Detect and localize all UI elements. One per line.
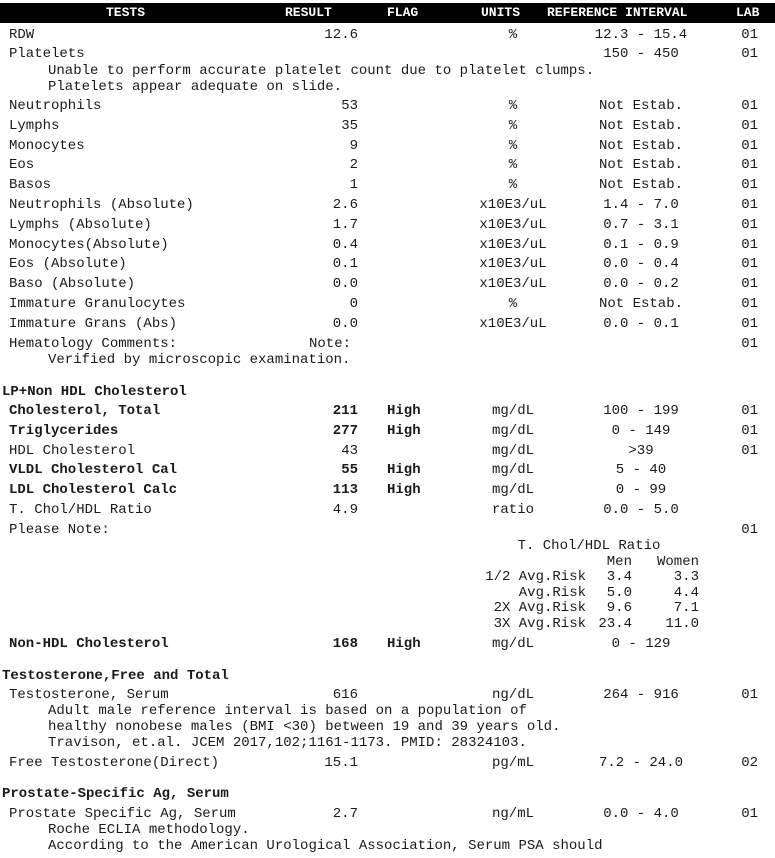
test-lab: 02: [741, 755, 758, 771]
test-name: LDL Cholesterol Calc: [9, 482, 178, 498]
ratio-women: 7.1: [673, 600, 699, 617]
test-units: %: [508, 98, 518, 114]
heme-comments-lab: 01: [741, 336, 758, 352]
test-units: ng/mL: [491, 806, 534, 822]
section-title: Prostate-Specific Ag, Serum: [2, 786, 229, 802]
test-name: Cholesterol, Total: [9, 403, 161, 419]
testo-note: healthy nonobese males (BMI <30) between 19 and 39 years old.: [48, 719, 561, 735]
header-result: RESULT: [285, 5, 332, 20]
test-units: x10E3/uL: [479, 256, 547, 273]
test-lab: 01: [741, 423, 758, 439]
test-reference: 0.0 - 4.0: [603, 806, 679, 822]
test-result: 1: [349, 177, 358, 194]
test-flag: High: [387, 403, 421, 419]
test-result: 53: [341, 98, 358, 114]
test-result: 9: [349, 137, 358, 154]
ratio-label: 3X Avg.Risk: [493, 615, 586, 632]
psa-note: According to the American Urological Association, Serum PSA should: [48, 838, 603, 854]
test-name: Free Testosterone(Direct): [9, 755, 220, 771]
test-name: Lymphs: [9, 117, 60, 134]
test-result: 0: [349, 296, 358, 312]
table-header: [0, 3, 775, 23]
test-reference: 0.0 - 5.0: [603, 502, 679, 518]
test-name: Monocytes: [9, 137, 85, 154]
testo-note: Travison, et.al. JCEM 2017,102;1161-1173. PMID: 28324103.: [48, 735, 527, 751]
test-result: 616: [332, 687, 358, 703]
ratio-women: 4.4: [673, 584, 699, 601]
test-lab: 01: [741, 443, 758, 459]
test-result: 2: [349, 157, 358, 174]
test-reference: Not Estab.: [598, 117, 683, 134]
test-reference: 7.2 - 24.0: [598, 755, 683, 771]
test-name: Eos (Absolute): [9, 256, 127, 273]
test-reference: 5 - 40: [615, 462, 667, 478]
heme-comments-label: Hematology Comments:: [9, 336, 178, 352]
platelet-note: Unable to perform accurate platelet count due to platelet clumps.: [48, 63, 595, 79]
test-flag: High: [387, 636, 421, 652]
psa-note: Roche ECLIA methodology.: [48, 822, 250, 838]
test-lab: 01: [741, 157, 758, 174]
test-name: Lymphs (Absolute): [9, 216, 152, 233]
test-units: ng/dL: [491, 687, 534, 703]
heme-comments-text: Verified by microscopic examination.: [48, 352, 351, 368]
please-note: Please Note:: [9, 522, 110, 538]
test-lab: 01: [741, 177, 758, 194]
test-name: Non-HDL Cholesterol: [9, 636, 169, 652]
header-lab: LAB: [736, 5, 760, 20]
test-reference: 0.0 - 0.1: [603, 315, 679, 332]
please-note-lab: 01: [741, 522, 758, 538]
ratio-label: 1/2 Avg.Risk: [485, 569, 586, 585]
testo-note: Adult male reference interval is based on a population of: [48, 703, 527, 719]
test-units: x10E3/uL: [479, 276, 547, 293]
test-units: mg/dL: [491, 403, 534, 419]
test-reference: 0.0 - 0.2: [603, 276, 679, 293]
header-flag: FLAG: [387, 5, 419, 20]
test-flag: High: [387, 423, 421, 439]
test-reference: >39: [628, 443, 654, 459]
test-reference: 12.3 - 15.4: [594, 27, 688, 43]
test-lab: 01: [741, 216, 758, 233]
test-name: Neutrophils (Absolute): [9, 197, 194, 213]
test-reference: Not Estab.: [598, 98, 683, 114]
test-result: 0.4: [332, 236, 358, 253]
test-units: %: [508, 27, 518, 43]
test-lab: 01: [741, 117, 758, 134]
test-name: Baso (Absolute): [9, 276, 136, 293]
test-units: %: [508, 137, 518, 154]
test-units: mg/dL: [491, 482, 534, 498]
test-reference: 0 - 129: [611, 636, 671, 652]
test-lab: 01: [741, 27, 758, 43]
test-result: 0.0: [332, 315, 358, 332]
test-result: 0.0: [332, 276, 358, 293]
test-result: 211: [332, 403, 358, 419]
test-name: Basos: [9, 177, 52, 194]
ratio-title: T. Chol/HDL Ratio: [517, 538, 661, 554]
ratio-label: 2X Avg.Risk: [493, 600, 586, 617]
test-reference: 0.0 - 0.4: [603, 256, 679, 273]
header-units: UNITS: [481, 5, 521, 20]
ratio-women: 3.3: [673, 569, 699, 585]
test-units: ratio: [491, 502, 534, 518]
ratio-men: 23.4: [598, 615, 632, 632]
ratio-men: 9.6: [606, 600, 632, 617]
ratio-col-men: Men: [606, 554, 632, 570]
test-lab: 01: [741, 276, 758, 293]
test-name: Immature Grans (Abs): [9, 315, 178, 332]
header-tests: TESTS: [106, 5, 146, 20]
test-reference: 0.7 - 3.1: [603, 216, 679, 233]
test-reference: Not Estab.: [598, 137, 683, 154]
test-name: Prostate Specific Ag, Serum: [9, 806, 236, 822]
test-name: T. Chol/HDL Ratio: [9, 502, 152, 518]
platelet-note: Platelets appear adequate on slide.: [48, 79, 343, 95]
test-flag: High: [387, 462, 421, 478]
test-units: x10E3/uL: [479, 236, 547, 253]
test-lab: 01: [741, 137, 758, 154]
test-result: 277: [332, 423, 358, 439]
test-name: Platelets: [9, 46, 85, 62]
test-reference: 0.1 - 0.9: [603, 236, 679, 253]
test-lab: 01: [741, 236, 758, 253]
test-units: mg/dL: [491, 443, 534, 459]
test-lab: 01: [741, 687, 758, 703]
ratio-label: Avg.Risk: [518, 584, 586, 601]
test-result: 12.6: [324, 27, 358, 43]
test-name: HDL Cholesterol: [9, 443, 136, 459]
test-units: mg/dL: [491, 423, 534, 439]
test-units: mg/dL: [491, 462, 534, 478]
test-lab: 01: [741, 296, 758, 312]
test-units: pg/mL: [491, 755, 534, 771]
test-lab: 01: [741, 46, 758, 62]
test-reference: Not Estab.: [598, 157, 683, 174]
test-name: VLDL Cholesterol Cal: [9, 462, 178, 478]
test-reference: 0 - 99: [615, 482, 667, 498]
ratio-men: 3.4: [606, 569, 632, 585]
test-units: x10E3/uL: [479, 216, 547, 233]
test-units: %: [508, 177, 518, 194]
test-lab: 01: [741, 256, 758, 273]
test-units: x10E3/uL: [479, 315, 547, 332]
test-reference: Not Estab.: [598, 296, 683, 312]
test-units: x10E3/uL: [479, 197, 547, 213]
ratio-women: 11.0: [665, 615, 699, 632]
test-units: %: [508, 117, 518, 134]
test-result: 4.9: [332, 502, 358, 518]
test-result: 35: [341, 117, 358, 134]
test-reference: 100 - 199: [603, 403, 679, 419]
test-lab: 01: [741, 98, 758, 114]
test-lab: 01: [741, 315, 758, 332]
test-units: %: [508, 157, 518, 174]
test-lab: 01: [741, 197, 758, 213]
test-name: RDW: [9, 27, 35, 43]
ratio-col-women: Women: [656, 554, 699, 570]
section-title: Testosterone,Free and Total: [2, 668, 229, 684]
test-lab: 01: [741, 403, 758, 419]
test-lab: 01: [741, 806, 758, 822]
test-result: 0.1: [332, 256, 358, 273]
test-name: Testosterone, Serum: [9, 687, 169, 703]
test-result: 1.7: [332, 216, 358, 233]
test-result: 15.1: [324, 755, 358, 771]
ratio-men: 5.0: [606, 584, 632, 601]
heme-comments-note: Note:: [309, 336, 352, 352]
test-result: 55: [341, 462, 358, 478]
test-result: 168: [332, 636, 358, 652]
test-reference: 150 - 450: [603, 46, 679, 62]
test-result: 2.6: [332, 197, 358, 213]
test-units: mg/dL: [491, 636, 534, 652]
test-name: Immature Granulocytes: [9, 296, 186, 312]
section-title: LP+Non HDL Cholesterol: [2, 384, 187, 400]
test-name: Neutrophils: [9, 98, 102, 114]
test-reference: 264 - 916: [603, 687, 679, 703]
test-result: 113: [332, 482, 358, 498]
test-name: Triglycerides: [9, 423, 119, 439]
test-reference: 0 - 149: [611, 423, 671, 439]
header-reference: REFERENCE INTERVAL: [547, 5, 688, 20]
test-result: 2.7: [332, 806, 358, 822]
test-result: 43: [341, 443, 358, 459]
test-reference: Not Estab.: [598, 177, 683, 194]
test-name: Monocytes(Absolute): [9, 236, 169, 253]
test-name: Eos: [9, 157, 35, 174]
test-reference: 1.4 - 7.0: [603, 197, 679, 213]
test-units: %: [508, 296, 518, 312]
test-flag: High: [387, 482, 421, 498]
